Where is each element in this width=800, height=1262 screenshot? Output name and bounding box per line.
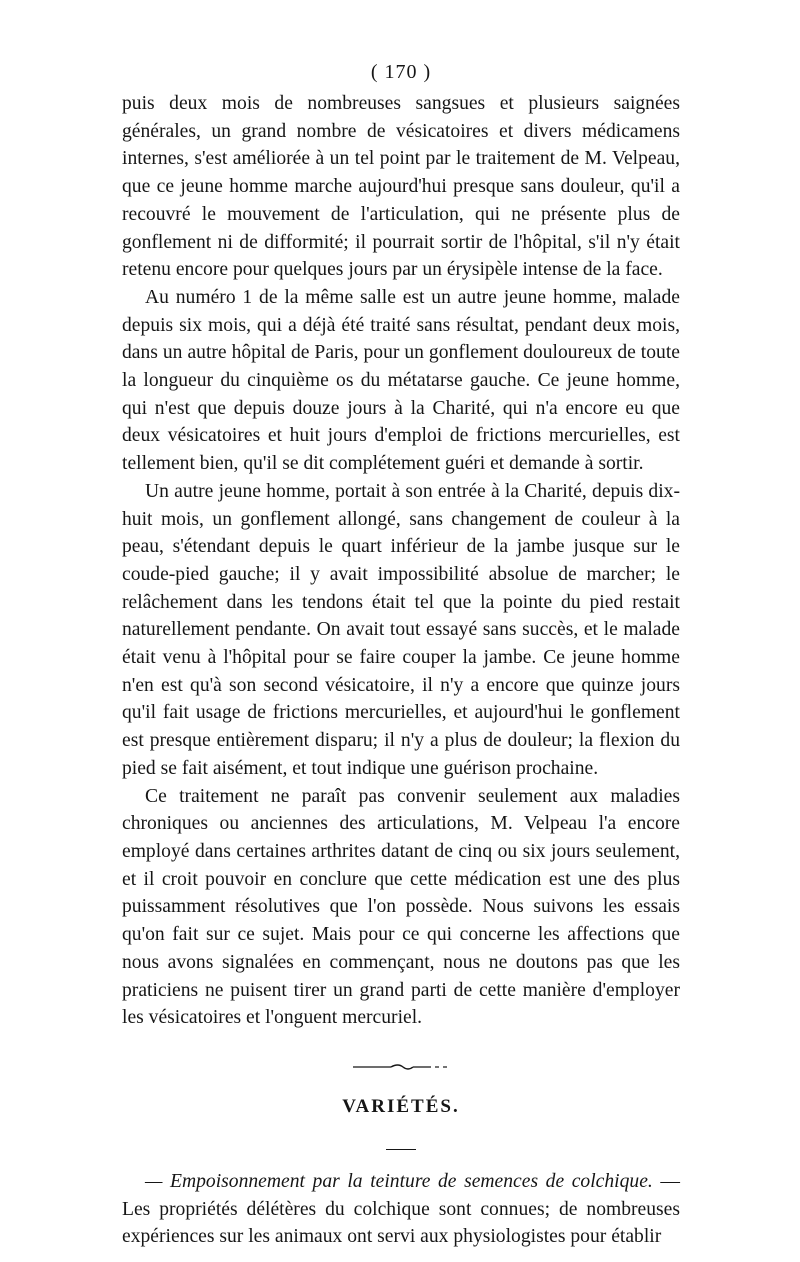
article-paragraph xyxy=(122,1168,680,1251)
article-body: — Les propriétés délétères du colchique sont connues; de nombreuses expériences sur les animaux ont servi aux physiologistes pour établir xyxy=(122,1170,680,1248)
ornament-divider xyxy=(351,1062,451,1072)
paragraph-4: Ce traitement ne paraît pas convenir seulement aux maladies chroniques ou anciennes des articulations, M. Velpeau l'a encore employé dans certaines arthrites datant de cinq ou six jours seulement, et il croit pouvoir en conclure que cette médication est une des plus puissamment résolutives que l'on possède. Nous suivons les essais qu'on fait sur ce sujet. Mais pour ce qui concerne les affections que nous avons signalées en commençant, nous ne doutons pas que les praticiens ne puisent tirer un grand parti de cette manière d'employer les vésicatoires et l'onguent mercuriel. xyxy=(122,785,680,1029)
title-rule xyxy=(386,1149,416,1150)
paragraph-2: Au numéro 1 de la même salle est un autre jeune homme, malade depuis six mois, qui a déjà été traité sans résultat, pendant deux mois, dans un autre hôpital de Paris, pour un gonflement douloureux de toute la longueur du cinquième os du métatarse gauche. Ce jeune homme, qui n'est que depuis douze jours à la Charité, qui n'a encore eu que deux vésicatoires et huit jours d'emploi de frictions mercurielles, est tellement bien, qu'il se dit complétement guéri et demande à sortir. xyxy=(122,286,680,475)
paragraph-3: Un autre jeune homme, portait à son entrée à la Charité, depuis dix-huit mois, un gonflement allongé, sans changement de couleur à la peau, s'étendant depuis le quart inférieur de la jambe jusque sur le coude-pied gauche; il y avait impossibilité absolue de marcher; le relâchement dans les tendons était tel que la pointe du pied restait naturellement pendante. On avait tout essayé sans succès, et le malade était venu à l'hôpital pour se faire couper la jambe. Ce jeune homme n'en est qu'à son second vésicatoire, il n'y a encore que quinze jours qu'il fait usage de frictions mercurielles, et aujourd'hui le gonflement est presque entièrement disparu; il n'y a plus de douleur; la flexion du pied se fait aisément, et tout indique une guérison prochaine. xyxy=(122,480,680,779)
section-title: VARIÉTÉS. xyxy=(342,1095,460,1117)
page-number: ( 170 ) xyxy=(370,61,432,83)
paragraph-1: puis deux mois de nombreuses sangsues et plusieurs saignées générales, un grand nombre de vésicatoires et divers médicamens internes, s'est améliorée à un tel point par le traitement de M. Velpeau, que ce jeune homme marche aujourd'hui presque sans douleur, qu'il a recouvré le mouvement de l'articulation, qui ne présente plus de gonflement ni de difformité; il pourrait sortir de l'hôpital, s'il n'y était retenu encore pour quelques jours par un érysipèle intense de la face. xyxy=(122,93,680,281)
article-lead: — Empoisonnement par la teinture de semences de colchique. xyxy=(145,1170,653,1192)
page xyxy=(122,58,680,1251)
